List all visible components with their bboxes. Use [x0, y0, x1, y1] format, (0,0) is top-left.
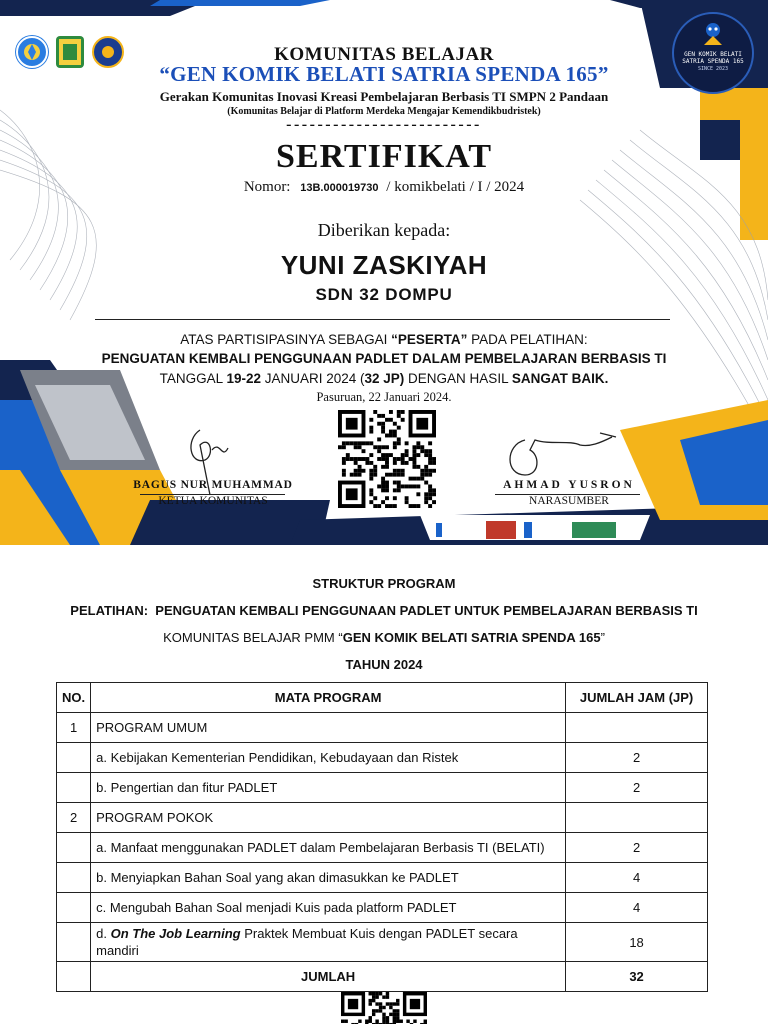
table-row	[57, 923, 708, 962]
header-mata-program: MATA PROGRAM	[91, 683, 566, 713]
header-no: NO.	[57, 683, 91, 713]
right-signatory-role: NARASUMBER	[529, 495, 609, 507]
date-prefix: TANGGAL	[159, 371, 227, 386]
participation-line	[0, 332, 768, 347]
row-jp	[566, 803, 708, 833]
recipient-name: YUNI ZASKIYAH	[280, 250, 488, 280]
participation-prefix: ATAS PARTISIPASINYA SEBAGAI	[180, 332, 392, 347]
merdeka-belajar-logo	[486, 521, 516, 539]
jp-count: 32 JP)	[364, 371, 405, 386]
partner-logos	[432, 519, 632, 541]
result-value: SANGAT BAIK.	[511, 371, 609, 386]
mascot-icon	[698, 20, 728, 46]
row-jp: 4	[566, 863, 708, 893]
badge-mid-text: SATRIA SPENDA 165	[682, 58, 744, 65]
table-header-row	[57, 683, 708, 713]
row-no	[57, 743, 91, 773]
row-no: 2	[57, 803, 91, 833]
nomor-label: Nomor:	[243, 179, 291, 195]
row-d-rest: Praktek Membuat Kuis dengan PADLET secara mandiri	[96, 926, 518, 958]
program-heading: STRUKTUR PROGRAM	[312, 576, 456, 591]
row-text	[91, 923, 566, 962]
row-jp: 2	[566, 743, 708, 773]
row-jp: 18	[566, 923, 708, 962]
row-no: 1	[57, 713, 91, 743]
guru-penggerak-logo	[572, 522, 616, 538]
platform-line: (Komunitas Belajar di Platform Merdeka Mengajar Kemendikbudristek)	[227, 106, 541, 117]
row-text: b. Pengertian dan fitur PADLET	[91, 773, 566, 803]
merdeka-mengajar-logo	[436, 523, 478, 537]
right-signatory-name: AHMAD YUSRON	[503, 479, 635, 491]
badge-top-text: GEN KOMIK BELATI	[684, 51, 742, 58]
signature-right	[500, 425, 620, 485]
row-no	[57, 833, 91, 863]
participation-suffix: PADA PELATIHAN:	[467, 332, 588, 347]
program-table	[56, 682, 708, 992]
program-training-label: PELATIHAN:	[70, 603, 149, 618]
table-row	[57, 773, 708, 803]
row-d-prefix: d.	[96, 926, 111, 941]
row-jp: 2	[566, 833, 708, 863]
row-text: a. Kebijakan Kementerian Pendidikan, Kebudayaan dan Ristek	[91, 743, 566, 773]
row-no	[57, 863, 91, 893]
place-date: Pasuruan, 22 Januari 2024.	[316, 390, 452, 404]
row-text: PROGRAM UMUM	[91, 713, 566, 743]
org-label: KOMUNITAS BELAJAR	[274, 44, 494, 65]
row-d-emphasis: On The Job Learning	[110, 926, 241, 941]
total-value: 32	[566, 962, 708, 992]
table-row	[57, 863, 708, 893]
badge-bottom-text: SINCE 2023	[697, 66, 729, 72]
total-label: JUMLAH	[91, 962, 566, 992]
header-jp: JUMLAH JAM (JP)	[566, 683, 708, 713]
row-jp: 2	[566, 773, 708, 803]
row-no	[57, 773, 91, 803]
qr-code-bottom-pattern	[341, 992, 427, 1024]
table-total-row	[57, 962, 708, 992]
table-row	[57, 803, 708, 833]
program-community-name: GEN KOMIK BELATI SATRIA SPENDA 165	[342, 630, 601, 645]
row-jp: 4	[566, 893, 708, 923]
row-text: PROGRAM POKOK	[91, 803, 566, 833]
total-no	[57, 962, 91, 992]
org-name: “GEN KOMIK BELATI SATRIA SPENDA 165”	[159, 62, 609, 86]
dash-separator: -------------------------	[286, 116, 482, 133]
program-training-line	[0, 603, 768, 618]
row-text: a. Manfaat menggunakan PADLET dalam Pembelajaran Berbasis TI (BELATI)	[91, 833, 566, 863]
program-community-suffix: ”	[600, 630, 605, 645]
date-line	[0, 371, 768, 386]
row-text: c. Mengubah Bahan Soal menjadi Kuis pada platform PADLET	[91, 893, 566, 923]
row-no	[57, 893, 91, 923]
qr-code	[338, 410, 436, 508]
program-training-name: PENGUATAN KEMBALI PENGGUNAAN PADLET UNTUK PEMBELAJARAN BERBASIS TI	[155, 603, 698, 618]
nomor-suffix: / komikbelati / I / 2024	[386, 179, 525, 195]
left-signatory-role: KETUA KOMUNITAS	[158, 495, 268, 507]
nomor-value: 13B.000019730	[300, 182, 379, 194]
row-jp	[566, 713, 708, 743]
qr-code-bottom	[341, 992, 427, 1024]
row-no	[57, 923, 91, 962]
program-community-line	[0, 630, 768, 645]
divider-line	[95, 319, 670, 320]
table-row	[57, 833, 708, 863]
certificate-title: SERTIFIKAT	[275, 138, 492, 175]
table-row	[57, 743, 708, 773]
given-to-label: Diberikan kepada:	[317, 220, 451, 240]
left-signatory-name: BAGUS NUR MUHAMMAD	[133, 479, 293, 491]
program-community-prefix: KOMUNITAS BELAJAR PMM “	[163, 630, 343, 645]
program-year: TAHUN 2024	[345, 657, 423, 672]
training-title: PENGUATAN KEMBALI PENGGUNAAN PADLET DALAM PEMBELAJARAN BERBASIS TI	[101, 351, 667, 366]
result-prefix: DENGAN HASIL	[404, 371, 512, 386]
table-row	[57, 893, 708, 923]
table-row	[57, 713, 708, 743]
participation-role: “PESERTA”	[391, 332, 468, 347]
date-range: 19-22	[226, 371, 261, 386]
kemendikbud-logo	[524, 522, 564, 538]
movement-line: Gerakan Komunitas Inovasi Kreasi Pembelajaran Berbasis TI SMPN 2 Pandaan	[159, 89, 609, 104]
recipient-school: SDN 32 DOMPU	[315, 285, 453, 304]
certificate-number-line	[0, 179, 768, 196]
date-month: JANUARI 2024 (	[260, 371, 365, 386]
row-text: b. Menyiapkan Bahan Soal yang akan dimasukkan ke PADLET	[91, 863, 566, 893]
